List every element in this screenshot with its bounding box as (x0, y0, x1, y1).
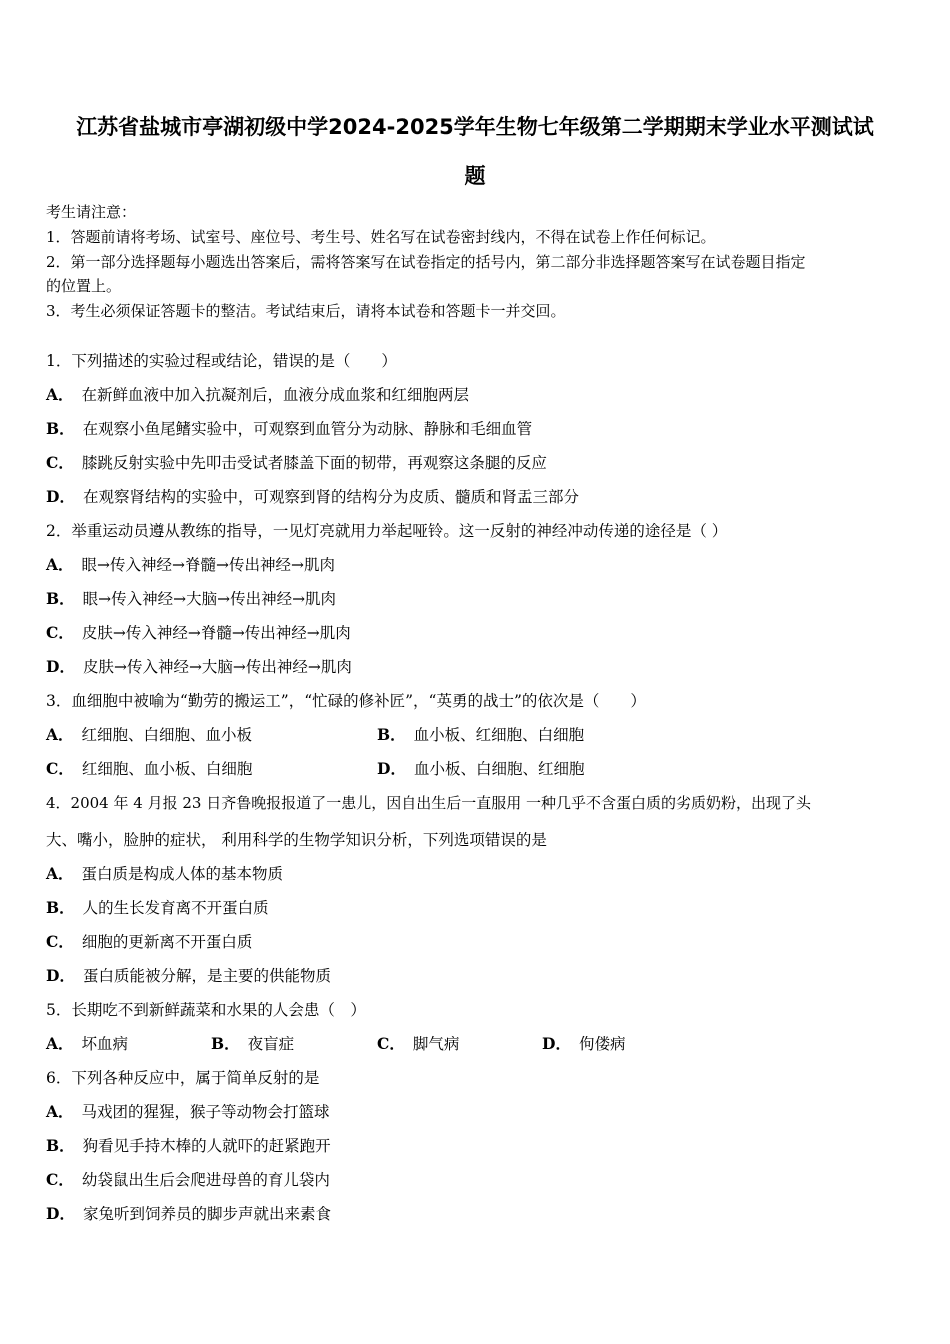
question-6-option-c[interactable]: C． 幼袋鼠出生后会爬进母兽的育儿袋内 (46, 1170, 330, 1189)
question-6-option-b[interactable]: B． 狗看见手持木棒的人就吓的赶紧跑开 (46, 1136, 331, 1155)
question-5-stem: 5．长期吃不到新鲜蔬菜和水果的人会患（ ） (46, 1001, 366, 1019)
question-4-option-c[interactable]: C． 细胞的更新离不开蛋白质 (46, 932, 253, 951)
question-2-option-b[interactable]: B． 眼→传入神经→大脑→传出神经→肌肉 (46, 589, 337, 608)
question-3-stem: 3．血细胞中被喻为“勤劳的搬运工”，“忙碌的修补匠”，“英勇的战士”的依次是（ ） (46, 692, 646, 710)
page-title-line-1: 江苏省盐城市亭湖初级中学2024-2025学年生物七年级第二学期期末学业水平测试试 (76, 115, 874, 139)
question-2-stem: 2．举重运动员遵从教练的指导，一见灯亮就用力举起哑铃。这一反射的神经冲动传递的途径是（ ） (46, 522, 728, 540)
question-1-option-d[interactable]: D． 在观察肾结构的实验中，可观察到肾的结构分为皮质、髓质和肾盂三部分 (46, 487, 579, 506)
question-6-stem: 6．下列各种反应中，属于简单反射的是 (46, 1069, 320, 1087)
question-5-option-c[interactable]: C． 脚气病 (377, 1034, 460, 1053)
notice-item-2: 2．第一部分选择题每小题选出答案后，需将答案写在试卷指定的括号内，第二部分非选择题答案写在试卷题目指定 (46, 253, 806, 271)
notice-item-1: 1．答题前请将考场、试室号、座位号、考生号、姓名写在试卷密封线内，不得在试卷上作任何标记。 (46, 228, 716, 246)
question-2-option-d[interactable]: D． 皮肤→传入神经→大脑→传出神经→肌肉 (46, 657, 352, 676)
question-3-option-d[interactable]: D． 血小板、白细胞、红细胞 (377, 759, 585, 778)
question-3-option-c[interactable]: C． 红细胞、血小板、白细胞 (46, 759, 253, 778)
question-2-option-c[interactable]: C． 皮肤→传入神经→脊髓→传出神经→肌肉 (46, 623, 351, 642)
question-4-option-d[interactable]: D． 蛋白质能被分解，是主要的供能物质 (46, 966, 331, 985)
question-1-stem: 1．下列描述的实验过程或结论，错误的是（ ） (46, 352, 397, 370)
question-2-option-a[interactable]: A． 眼→传入神经→脊髓→传出神经→肌肉 (46, 555, 335, 574)
question-4-stem-cont: 大、嘴小，脸肿的症状， 利用科学的生物学知识分析，下列选项错误的是 (46, 831, 547, 849)
question-5-option-a[interactable]: A． 坏血病 (46, 1034, 129, 1053)
question-6-option-a[interactable]: A． 马戏团的猩猩，猴子等动物会打篮球 (46, 1102, 330, 1121)
page-title-line-2: 题 (464, 164, 486, 188)
question-1-option-c[interactable]: C． 膝跳反射实验中先叩击受试者膝盖下面的韧带，再观察这条腿的反应 (46, 453, 547, 472)
notice-item-3: 3．考生必须保证答题卡的整洁。考试结束后，请将本试卷和答题卡一并交回。 (46, 302, 566, 320)
question-4-stem: 4．2004 年 4 月报 23 日齐鲁晚报报道了一患儿，因自出生后一直服用 一种几乎不含蛋白质的劣质奶粉，出现了头 (46, 794, 811, 812)
question-1-option-a[interactable]: A． 在新鲜血液中加入抗凝剂后，血液分成血浆和红细胞两层 (46, 385, 470, 404)
question-5-option-b[interactable]: B． 夜盲症 (211, 1034, 295, 1053)
question-3-option-b[interactable]: B． 血小板、红细胞、白细胞 (377, 725, 585, 744)
question-4-option-a[interactable]: A． 蛋白质是构成人体的基本物质 (46, 864, 284, 883)
notice-heading: 考生请注意： (46, 203, 137, 221)
question-1-option-b[interactable]: B． 在观察小鱼尾鳍实验中，可观察到血管分为动脉、静脉和毛细血管 (46, 419, 533, 438)
question-5-option-d[interactable]: D． 佝偻病 (542, 1034, 626, 1053)
question-3-option-a[interactable]: A． 红细胞、白细胞、血小板 (46, 725, 253, 744)
question-6-option-d[interactable]: D． 家兔听到饲养员的脚步声就出来素食 (46, 1204, 331, 1223)
notice-item-2-cont: 的位置上。 (46, 277, 122, 295)
question-4-option-b[interactable]: B． 人的生长发育离不开蛋白质 (46, 898, 269, 917)
